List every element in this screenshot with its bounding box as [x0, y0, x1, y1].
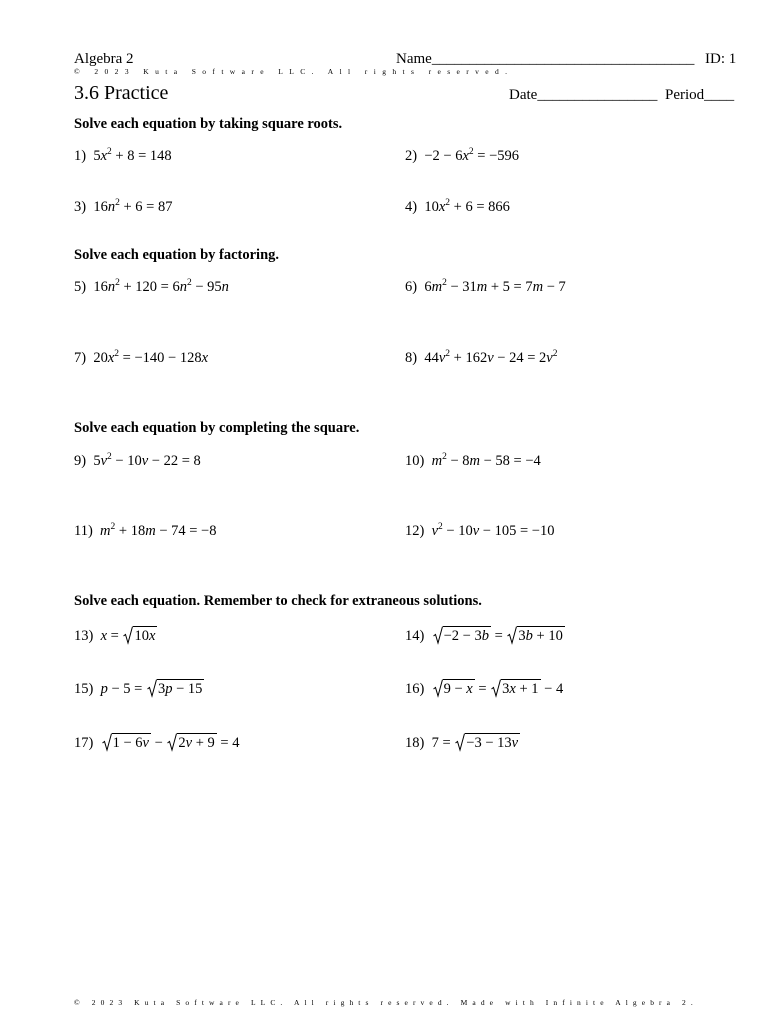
variable: p — [100, 681, 108, 697]
square-root — [147, 679, 204, 698]
variable: n — [179, 279, 187, 295]
exponent: 2 — [186, 278, 192, 288]
variable: x — [438, 199, 446, 215]
variable: m — [469, 453, 480, 469]
term: = −140 − 128 — [119, 350, 202, 366]
term: −2 − 3 — [443, 628, 482, 644]
term: − 5 = — [107, 681, 146, 697]
term: 6 — [424, 279, 432, 295]
square-root — [123, 626, 157, 645]
term: = 4 — [216, 735, 240, 751]
exponent: 2 — [445, 349, 451, 359]
problem-number: 9) — [74, 453, 87, 469]
radical-sign — [167, 730, 177, 752]
square-root — [167, 733, 216, 752]
problem-17 — [74, 733, 239, 752]
problem-number: 2) — [405, 148, 418, 164]
problem-number: 8) — [405, 350, 418, 366]
problem-number: 3) — [74, 199, 87, 215]
term: 16 — [93, 199, 108, 215]
term: 44 — [424, 350, 439, 366]
variable: x — [466, 681, 473, 697]
term: 5 — [93, 148, 101, 164]
variable: v — [472, 523, 480, 539]
term: − 7 — [543, 279, 566, 295]
exponent: 2 — [115, 278, 120, 288]
problem-16 — [405, 679, 563, 698]
term: 7 = — [431, 735, 455, 751]
section-heading-factoring: Solve each equation by factoring. — [74, 247, 280, 263]
term: − 24 = 2 — [493, 350, 547, 366]
problem-number: 10) — [405, 453, 425, 469]
problem-number: 12) — [405, 523, 425, 539]
variable: b — [481, 628, 489, 644]
name-field-label: Name___________________________________ — [396, 51, 695, 67]
problem-number: 1) — [74, 148, 87, 164]
term: 2 — [178, 735, 186, 751]
problem-18 — [405, 733, 520, 752]
id-label: ID: 1 — [705, 51, 737, 67]
problem-13 — [74, 626, 157, 645]
variable: m — [476, 279, 488, 295]
term: + 8 = 148 — [111, 148, 172, 164]
problem-14 — [405, 626, 565, 645]
term: + 5 = 7 — [487, 279, 533, 295]
date-field-label: Date________________ — [509, 87, 658, 103]
exponent: 2 — [442, 278, 447, 288]
variable: v — [438, 350, 446, 366]
term: 10 — [424, 199, 439, 215]
variable: x — [107, 350, 115, 366]
term: + 162 — [450, 350, 488, 366]
problem-number: 18) — [405, 735, 425, 751]
radical-sign — [433, 676, 443, 698]
square-root — [433, 679, 475, 698]
period-field-label: Period____ — [665, 87, 735, 103]
problem-number: 15) — [74, 681, 94, 697]
exponent: 2 — [110, 522, 116, 532]
radical-sign — [123, 623, 133, 645]
term: 1 − 6 — [112, 735, 143, 751]
variable: m — [532, 279, 544, 295]
exponent: 2 — [438, 522, 443, 532]
exponent: 2 — [552, 349, 558, 359]
term: 16 — [93, 279, 108, 295]
problem-number: 6) — [405, 279, 418, 295]
term: − 4 — [540, 681, 564, 697]
problem-number: 16) — [405, 681, 425, 697]
square-root — [102, 733, 151, 752]
term: = −596 — [473, 148, 519, 164]
variable: v — [141, 453, 149, 469]
exponent: 2 — [107, 452, 112, 462]
term: − 58 = −4 — [480, 453, 541, 469]
variable: x — [509, 681, 516, 697]
variable: m — [431, 279, 443, 295]
problem-11 — [74, 523, 217, 540]
term: + 6 = 866 — [450, 199, 510, 215]
problem-10 — [405, 453, 541, 470]
variable: b — [525, 628, 533, 644]
problem-number: 14) — [405, 628, 425, 644]
term: = — [490, 628, 507, 644]
term: − 95 — [191, 279, 222, 295]
term: = — [107, 628, 123, 644]
term: 5 — [93, 453, 101, 469]
variable: v — [431, 523, 439, 539]
radical-sign — [455, 730, 465, 752]
square-root — [507, 626, 564, 645]
copyright-top: © 2023 Kuta Software LLC. All rights reserved. — [74, 67, 514, 76]
term: + 1 — [515, 681, 539, 697]
variable: n — [221, 279, 229, 295]
problem-3 — [74, 199, 172, 216]
radical-sign — [147, 676, 157, 698]
section-heading-square-roots: Solve each equation by taking square roots. — [74, 116, 343, 132]
page-title: 3.6 Practice — [74, 82, 169, 104]
problem-2 — [405, 148, 519, 165]
term: − 10 — [111, 453, 142, 469]
course-name: Algebra 2 — [74, 51, 134, 67]
variable: x — [100, 148, 108, 164]
variable: v — [142, 735, 149, 751]
problem-8 — [405, 350, 557, 367]
term: − 10 — [442, 523, 473, 539]
term: −3 − 13 — [466, 735, 512, 751]
problem-15 — [74, 679, 204, 698]
problem-number: 13) — [74, 628, 94, 644]
problem-9 — [74, 453, 201, 470]
variable: p — [165, 681, 173, 697]
problem-number: 11) — [74, 523, 93, 539]
term: + 120 = 6 — [119, 279, 180, 295]
square-root — [455, 733, 520, 752]
variable: m — [145, 523, 156, 539]
term: = — [474, 681, 491, 697]
term: + 6 = 87 — [119, 199, 173, 215]
term: − 74 = −8 — [155, 523, 217, 539]
section-heading-completing-square: Solve each equation by completing the square. — [74, 420, 360, 436]
term: −2 − 6 — [424, 148, 463, 164]
variable: n — [107, 199, 116, 215]
problem-4 — [405, 199, 510, 216]
term: 20 — [93, 350, 108, 366]
radical-sign — [507, 623, 517, 645]
term: + 9 — [192, 735, 215, 751]
term: + 10 — [532, 628, 563, 644]
exponent: 2 — [115, 198, 120, 208]
term: 9 − — [443, 681, 467, 697]
variable: v — [487, 350, 494, 366]
variable: x — [201, 350, 209, 366]
radical-sign — [491, 676, 501, 698]
variable: v — [100, 453, 108, 469]
problem-6 — [405, 279, 566, 296]
term: 10 — [134, 628, 149, 644]
term: + 18 — [115, 523, 146, 539]
variable: m — [431, 453, 443, 469]
variable: x — [148, 628, 156, 644]
term: 3 — [518, 628, 526, 644]
term: − 22 = 8 — [148, 453, 201, 469]
variable: v — [511, 735, 519, 751]
exponent: 2 — [442, 452, 447, 462]
section-heading-radical-equations: Solve each equation. Remember to check for extraneous solutions. — [74, 593, 482, 609]
problem-number: 17) — [74, 735, 94, 751]
problem-number: 7) — [74, 350, 87, 366]
problem-7 — [74, 350, 208, 367]
variable: m — [100, 523, 111, 539]
radical-sign — [433, 623, 443, 645]
variable: x — [462, 148, 469, 164]
exponent: 2 — [114, 349, 120, 359]
variable: x — [100, 628, 108, 644]
problem-1 — [74, 148, 172, 165]
term: 3 — [502, 681, 510, 697]
variable: n — [107, 279, 116, 295]
exponent: 2 — [445, 198, 451, 208]
problem-number: 5) — [74, 279, 87, 295]
exponent: 2 — [468, 147, 474, 157]
radical-sign — [102, 730, 112, 752]
variable: v — [546, 350, 553, 366]
exponent: 2 — [107, 147, 112, 157]
problem-12 — [405, 523, 554, 540]
problem-number: 4) — [405, 199, 418, 215]
term: − 31 — [446, 279, 477, 295]
square-root — [433, 626, 491, 645]
term: − 8 — [446, 453, 470, 469]
term: − 15 — [172, 681, 203, 697]
problem-5 — [74, 279, 229, 296]
square-root — [491, 679, 540, 698]
footer-copyright: © 2023 Kuta Software LLC. All rights reserved. Made with Infinite Algebra 2. — [74, 998, 698, 1007]
term: − — [150, 735, 167, 751]
term: − 105 = −10 — [479, 523, 555, 539]
variable: v — [185, 735, 193, 751]
term: 3 — [157, 681, 166, 697]
